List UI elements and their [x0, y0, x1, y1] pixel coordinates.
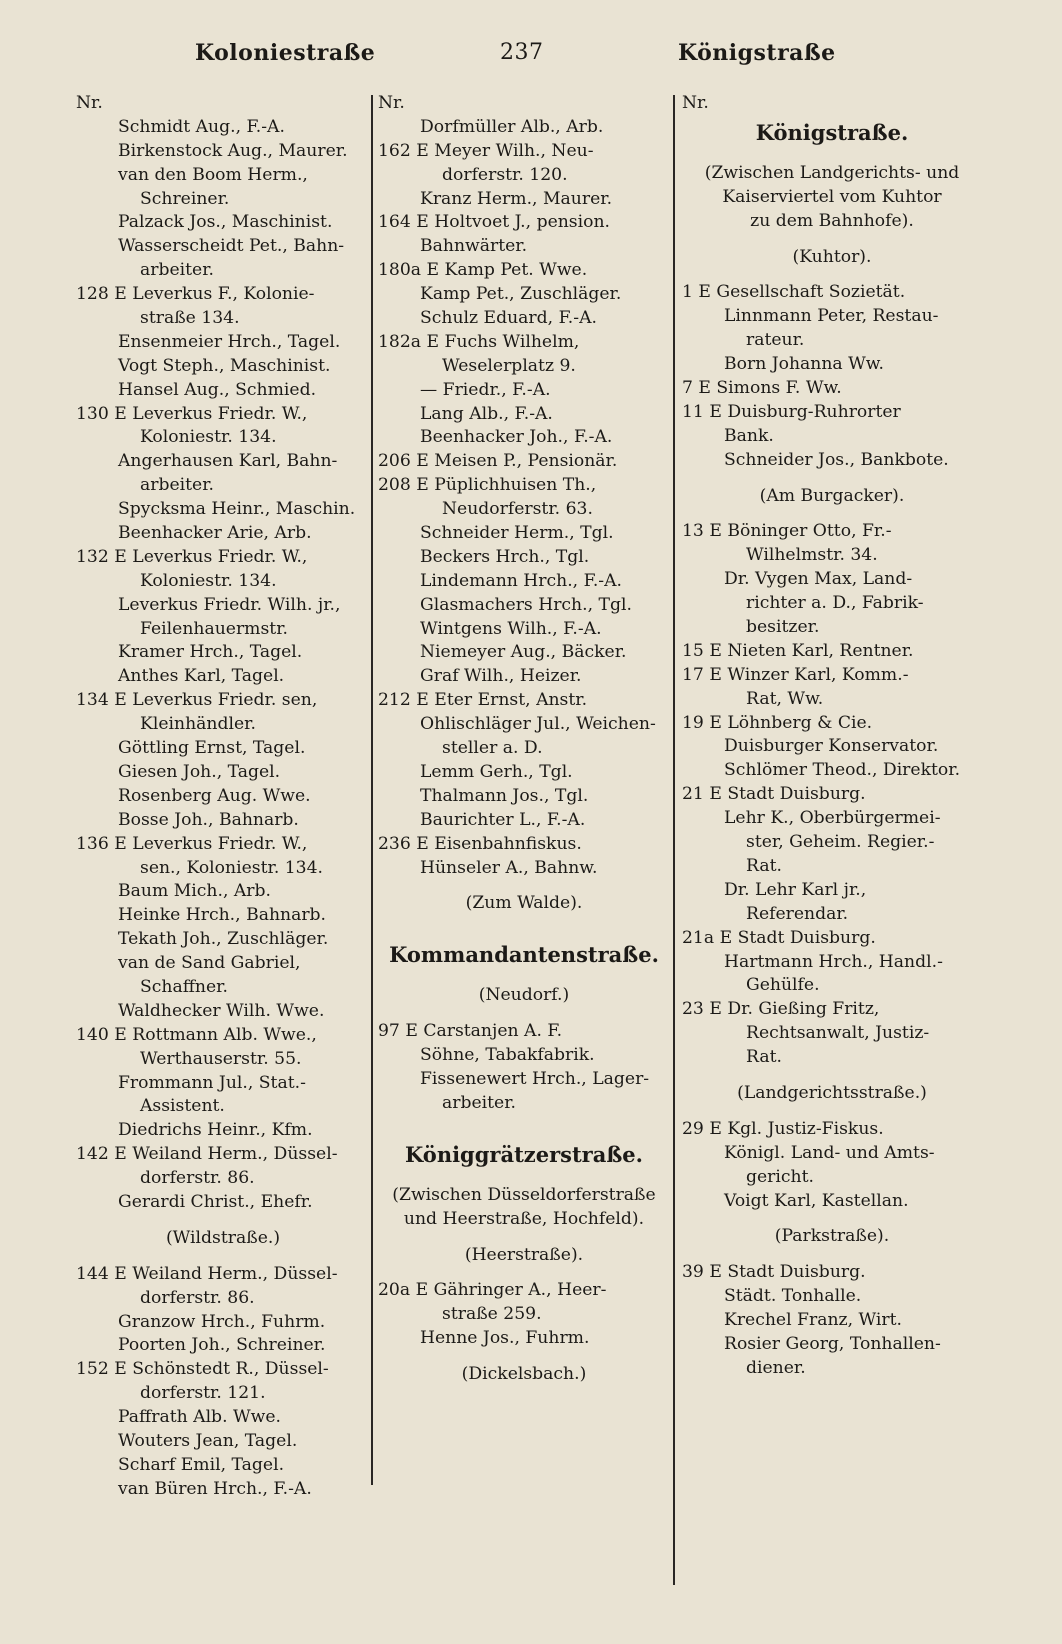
directory-entry-line: straße 134.: [140, 308, 240, 329]
directory-entry-line: Werthauserstr. 55.: [140, 1048, 302, 1069]
directory-entry-line: Tekath Joh., Zuschläger.: [118, 929, 329, 950]
running-header-right: Königstraße: [678, 40, 836, 66]
street-heading: Kommandantenstraße.: [389, 942, 659, 968]
directory-entry-line: Scharf Emil, Tagel.: [118, 1454, 285, 1475]
directory-entry-line: Kranz Herm., Maurer.: [420, 188, 613, 209]
directory-entry-line: Rat.: [746, 855, 782, 876]
directory-entry-line: van Büren Hrch., F.-A.: [118, 1478, 312, 1499]
directory-entry-line: 208 E Püplichhuisen Th.,: [378, 475, 597, 496]
directory-entry-line: arbeiter.: [442, 1092, 517, 1113]
directory-entry-line: 17 E Winzer Karl, Komm.-: [682, 664, 909, 685]
directory-entry-line: dorferstr. 86.: [140, 1287, 255, 1308]
directory-entry-line: Baurichter L., F.-A.: [420, 809, 586, 830]
directory-entry-line: Neudorferstr. 63.: [442, 499, 593, 520]
directory-entry-line: 21 E Stadt Duisburg.: [682, 784, 866, 805]
district-note: (Neudorf.): [478, 985, 570, 1006]
directory-entry-line: Referendar.: [746, 903, 849, 924]
directory-entry-line: Niemeyer Aug., Bäcker.: [420, 642, 627, 663]
directory-entry-line: Koloniestr. 134.: [140, 427, 277, 448]
section-heading: (Parkstraße).: [774, 1226, 890, 1247]
directory-entry-line: Bahnwärter.: [420, 236, 528, 257]
nr-label: Nr.: [682, 93, 709, 113]
directory-entry-line: Königl. Land- und Amts-: [724, 1142, 935, 1163]
directory-entry-line: 134 E Leverkus Friedr. sen,: [76, 690, 318, 711]
directory-entry-line: 162 E Meyer Wilh., Neu-: [378, 140, 594, 161]
directory-entry-line: Schreiner.: [140, 188, 230, 209]
directory-entry-line: 19 E Löhnberg & Cie.: [682, 712, 873, 733]
directory-entry-line: 212 E Eter Ernst, Anstr.: [378, 690, 588, 711]
directory-entry-line: 180a E Kamp Pet. Wwe.: [378, 260, 588, 281]
directory-entry-line: 128 E Leverkus F., Kolonie-: [76, 284, 315, 305]
directory-entry-line: Rechtsanwalt, Justiz-: [746, 1023, 930, 1044]
directory-entry-line: straße 259.: [442, 1304, 542, 1325]
directory-entry-line: Baum Mich., Arb.: [118, 881, 271, 902]
directory-entry-line: 97 E Carstanjen A. F.: [378, 1021, 563, 1042]
directory-entry-line: Dr. Vygen Max, Land-: [724, 569, 913, 590]
directory-entry-line: 136 E Leverkus Friedr. W.,: [76, 833, 308, 854]
directory-entry-line: Lemm Gerh., Tgl.: [420, 761, 573, 782]
section-heading: (Heerstraße).: [464, 1244, 584, 1265]
directory-entry-line: Spycksma Heinr., Maschin.: [118, 499, 356, 520]
directory-entry-line: 29 E Kgl. Justiz-Fiskus.: [682, 1118, 884, 1139]
directory-entry-line: dorferstr. 120.: [442, 164, 568, 185]
directory-entry-line: Poorten Joh., Schreiner.: [118, 1335, 326, 1356]
directory-entry-line: Thalmann Jos., Tgl.: [420, 785, 589, 806]
directory-entry-line: 13 E Böninger Otto, Fr.-: [682, 521, 892, 542]
directory-entry-line: Rat, Ww.: [746, 688, 824, 709]
directory-entry-line: ster, Geheim. Regier.-: [746, 832, 935, 853]
directory-entry-line: Henne Jos., Fuhrm.: [420, 1328, 590, 1349]
directory-entry-line: gericht.: [746, 1166, 814, 1187]
section-heading: (Zum Walde).: [465, 893, 583, 914]
directory-entry-line: 23 E Dr. Gießing Fritz,: [682, 999, 880, 1020]
directory-entry-line: 182a E Fuchs Wilhelm,: [378, 331, 580, 352]
section-heading: (Landgerichtsstraße.): [737, 1082, 927, 1103]
directory-entry-line: Koloniestr. 134.: [140, 570, 277, 591]
directory-entry-line: 11 E Duisburg-Ruhrorter: [682, 401, 901, 422]
directory-entry-line: 152 E Schönstedt R., Düssel-: [76, 1359, 329, 1380]
directory-entry-line: Vogt Steph., Maschinist.: [118, 355, 331, 376]
directory-entry-line: Fissenewert Hrch., Lager-: [420, 1068, 650, 1089]
directory-entry-line: 206 E Meisen P., Pensionär.: [378, 451, 618, 472]
directory-entry-line: 142 E Weiland Herm., Düssel-: [76, 1144, 338, 1165]
street-description: zu dem Bahnhofe).: [750, 210, 914, 231]
directory-entry-line: Weselerplatz 9.: [442, 355, 576, 376]
directory-entry-line: Kramer Hrch., Tagel.: [118, 642, 303, 663]
column-3: [682, 92, 982, 1381]
directory-entry-line: rateur.: [746, 330, 805, 351]
directory-entry-line: 140 E Rottmann Alb. Wwe.,: [76, 1024, 317, 1045]
directory-entry-line: Hünseler A., Bahnw.: [420, 857, 598, 878]
section-heading: (Wildstraße.): [165, 1227, 281, 1248]
directory-entry-line: Ensenmeier Hrch., Tagel.: [118, 331, 341, 352]
directory-entry-line: Feilenhauermstr.: [140, 618, 288, 639]
nr-label: Nr.: [378, 93, 405, 113]
directory-entry-line: Hansel Aug., Schmied.: [118, 379, 317, 400]
page-number: 237: [500, 40, 544, 65]
directory-entry-line: Waldhecker Wilh. Wwe.: [118, 1000, 325, 1021]
directory-entry-line: Graf Wilh., Heizer.: [420, 666, 582, 687]
directory-entry-line: besitzer.: [746, 617, 820, 638]
directory-entry-line: Birkenstock Aug., Maurer.: [118, 140, 348, 161]
directory-entry-line: Anthes Karl, Tagel.: [118, 666, 285, 687]
directory-entry-line: dorferstr. 86.: [140, 1168, 255, 1189]
directory-entry-line: 1 E Gesellschaft Sozietät.: [682, 282, 906, 303]
directory-entry-line: Wouters Jean, Tagel.: [118, 1430, 298, 1451]
directory-entry-line: Schneider Jos., Bankbote.: [724, 449, 949, 470]
directory-entry-line: Beckers Hrch., Tgl.: [420, 546, 590, 567]
directory-entry-line: Heinke Hrch., Bahnarb.: [118, 905, 327, 926]
directory-entry-line: Duisburger Konservator.: [724, 736, 939, 757]
column-divider-1: [371, 95, 373, 1485]
directory-entry-line: Gehülfe.: [746, 975, 820, 996]
directory-entry-line: diener.: [746, 1357, 806, 1378]
directory-entry-line: Beenhacker Arie, Arb.: [118, 523, 312, 544]
directory-entry-line: Söhne, Tabakfabrik.: [420, 1045, 595, 1066]
street-description: (Zwischen Düsseldorferstraße: [392, 1184, 656, 1205]
directory-entry-line: sen., Koloniestr. 134.: [140, 857, 324, 878]
section-heading: (Dickelsbach.): [461, 1364, 587, 1385]
directory-entry-line: van den Boom Herm.,: [118, 164, 308, 185]
directory-entry-line: Lindemann Hrch., F.-A.: [420, 570, 622, 591]
directory-entry-line: steller a. D.: [442, 738, 543, 759]
directory-entry-line: Schaffner.: [140, 976, 228, 997]
directory-entry-line: 236 E Eisenbahnfiskus.: [378, 833, 582, 854]
directory-entry-line: Beenhacker Joh., F.-A.: [420, 427, 613, 448]
directory-entry-line: Rosier Georg, Tonhallen-: [724, 1333, 941, 1354]
directory-entry-line: Wasserscheidt Pet., Bahn-: [118, 236, 345, 257]
section-heading: (Kuhtor).: [792, 246, 872, 267]
directory-entry-line: Kamp Pet., Zuschläger.: [420, 284, 622, 305]
column-2: [378, 92, 670, 1387]
directory-entry-line: Lang Alb., F.-A.: [420, 403, 553, 424]
column-1: [76, 92, 370, 1502]
directory-entry-line: 132 E Leverkus Friedr. W.,: [76, 546, 308, 567]
directory-entry-line: Schlömer Theod., Direktor.: [724, 760, 961, 781]
directory-entry-line: 7 E Simons F. Ww.: [682, 378, 842, 399]
nr-label: Nr.: [76, 93, 103, 113]
directory-entry-line: Frommann Jul., Stat.-: [118, 1072, 306, 1093]
directory-entry-line: Voigt Karl, Kastellan.: [724, 1190, 909, 1211]
directory-entry-line: Rosenberg Aug. Wwe.: [118, 785, 311, 806]
directory-entry-line: Kleinhändler.: [140, 714, 256, 735]
column-divider-2: [673, 95, 675, 1585]
running-header-left: Koloniestraße: [195, 40, 376, 66]
street-description: (Zwischen Landgerichts- und: [704, 162, 960, 183]
directory-entry-line: arbeiter.: [140, 475, 215, 496]
directory-entry-line: arbeiter.: [140, 260, 215, 281]
directory-entry-line: Diedrichs Heinr., Kfm.: [118, 1120, 313, 1141]
directory-entry-line: Dr. Lehr Karl jr.,: [724, 879, 867, 900]
directory-entry-line: Bosse Joh., Bahnarb.: [118, 809, 299, 830]
directory-entry-line: 21a E Stadt Duisburg.: [682, 927, 876, 948]
directory-entry-line: Bank.: [724, 425, 774, 446]
street-heading: Königgrätzerstraße.: [405, 1141, 643, 1167]
directory-entry-line: Glasmachers Hrch., Tgl.: [420, 594, 632, 615]
directory-entry-line: Dorfmüller Alb., Arb.: [420, 116, 604, 137]
street-description: Kaiserviertel vom Kuhtor: [722, 186, 942, 207]
section-heading: (Am Burgacker).: [759, 485, 905, 506]
directory-entry-line: Wilhelmstr. 34.: [746, 545, 878, 566]
directory-entry-line: 20a E Gähringer A., Heer-: [378, 1280, 607, 1301]
directory-entry-line: 164 E Holtvoet J., pension.: [378, 212, 611, 233]
directory-entry-line: Rat.: [746, 1047, 782, 1068]
directory-entry-line: Born Johanna Ww.: [724, 354, 884, 375]
directory-entry-line: Schmidt Aug., F.-A.: [118, 116, 285, 137]
directory-entry-line: Lehr K., Oberbürgermei-: [724, 808, 941, 829]
directory-entry-line: 130 E Leverkus Friedr. W.,: [76, 403, 308, 424]
directory-entry-line: Giesen Joh., Tagel.: [118, 761, 281, 782]
directory-entry-line: Paffrath Alb. Wwe.: [118, 1407, 282, 1428]
directory-entry-line: Linnmann Peter, Restau-: [724, 306, 939, 327]
street-description: und Heerstraße, Hochfeld).: [403, 1208, 645, 1229]
directory-entry-line: Schulz Eduard, F.-A.: [420, 308, 597, 329]
directory-entry-line: van de Sand Gabriel,: [118, 953, 301, 974]
directory-entry-line: 144 E Weiland Herm., Düssel-: [76, 1263, 338, 1284]
directory-entry-line: Krechel Franz, Wirt.: [724, 1310, 902, 1331]
directory-entry-line: Angerhausen Karl, Bahn-: [118, 451, 338, 472]
directory-entry-line: 15 E Nieten Karl, Rentner.: [682, 640, 914, 661]
directory-entry-line: Städt. Tonhalle.: [724, 1286, 862, 1307]
directory-entry-line: 39 E Stadt Duisburg.: [682, 1262, 866, 1283]
directory-entry-line: Granzow Hrch., Fuhrm.: [118, 1311, 326, 1332]
street-heading: Königstraße.: [755, 119, 909, 145]
directory-entry-line: Palzack Jos., Maschinist.: [118, 212, 333, 233]
directory-entry-line: Assistent.: [140, 1096, 225, 1117]
directory-entry-line: Göttling Ernst, Tagel.: [118, 738, 306, 759]
directory-entry-line: Wintgens Wilh., F.-A.: [420, 618, 602, 639]
directory-entry-line: Hartmann Hrch., Handl.-: [724, 951, 943, 972]
directory-entry-line: Schneider Herm., Tgl.: [420, 523, 614, 544]
directory-entry-line: Ohlischläger Jul., Weichen-: [420, 714, 656, 735]
directory-entry-line: dorferstr. 121.: [140, 1383, 266, 1404]
directory-entry-line: richter a. D., Fabrik-: [746, 593, 924, 614]
directory-entry-line: — Friedr., F.-A.: [420, 379, 551, 400]
directory-entry-line: Leverkus Friedr. Wilh. jr.,: [118, 594, 341, 615]
directory-entry-line: Gerardi Christ., Ehefr.: [118, 1191, 313, 1212]
